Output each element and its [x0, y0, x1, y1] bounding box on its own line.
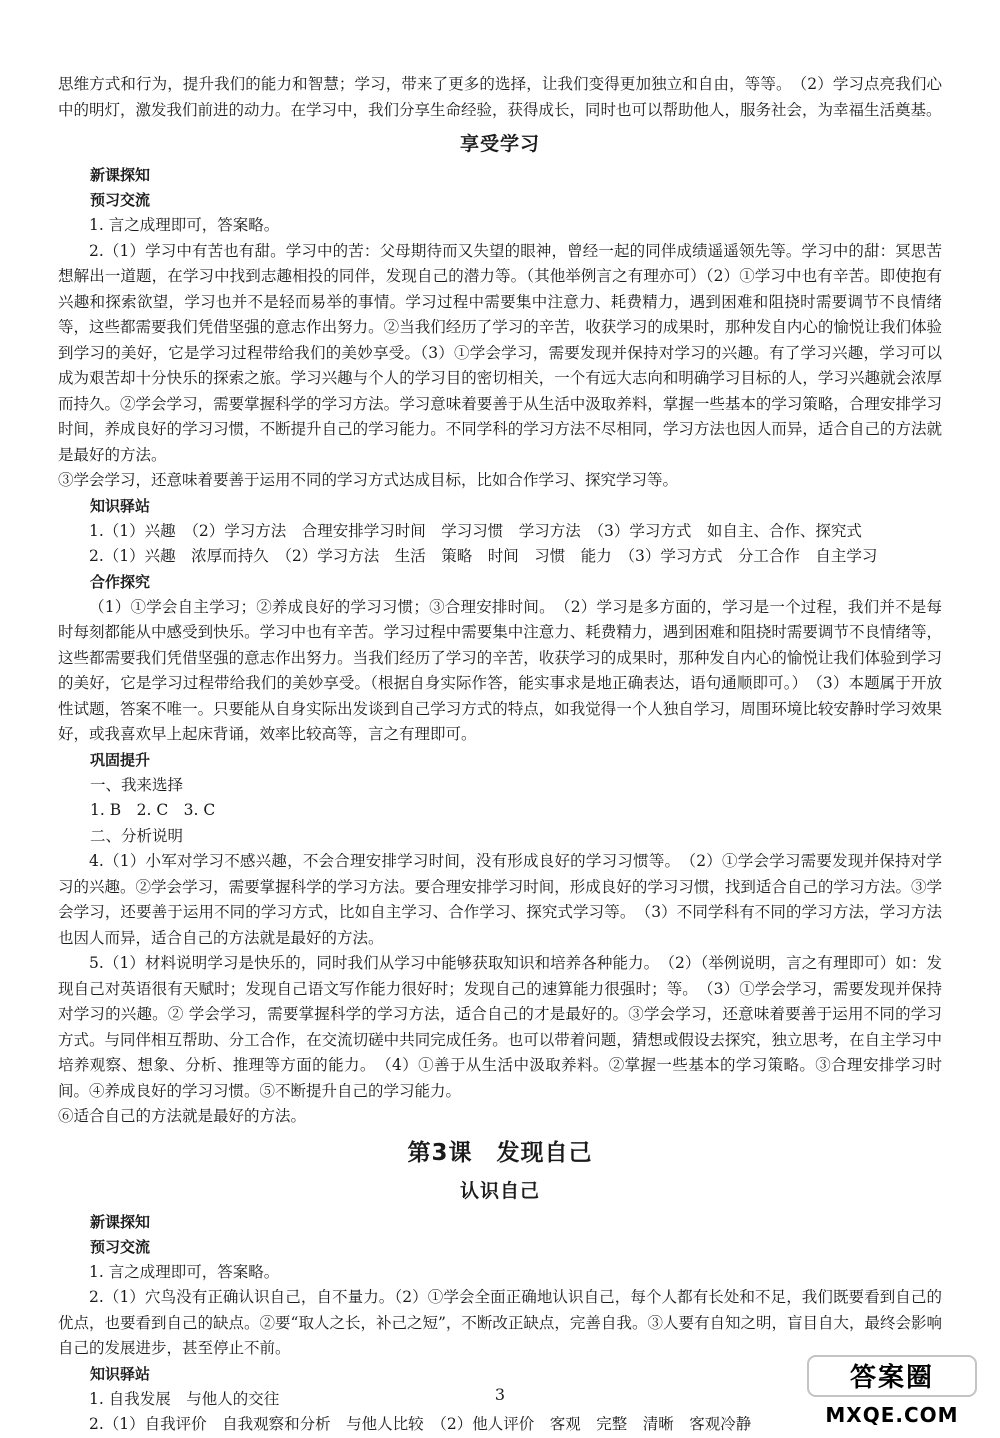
page-content [58, 72, 942, 1438]
lesson-number: 第3课 [407, 1139, 473, 1166]
watermark-url: MXQE.COM [825, 1403, 959, 1427]
lesson-name: 发现自己 [496, 1139, 593, 1166]
answer-paragraph: 4.（1）小军对学习不感兴趣，不会合理安排学习时间，没有形成良好的学习习惯等。 （2）①学会学习需要发现并保持对学习的兴趣。②学会学习，需要掌握科学的学习方法。要合理安排学习时间，形成良好的学习习惯，找到适合自己的学习方法。③学会学习，还要善于运用不同的学习方式，比如自主学习、合作学习、探究式学习等。 （3）不同学科有不同的学习方法，学习方法也因人而异，适合自己的方法就是最好的方法。 [58, 852, 942, 947]
answer-paragraph: ③学会学习，还意味着要善于运用不同的学习方式达成目标，比如合作学习、探究学习等。 [58, 471, 679, 489]
heading-knowledge: 知识驿站 [90, 1364, 151, 1383]
answer-paragraph: ⑥适合自己的方法就是最好的方法。 [58, 1107, 307, 1125]
heading-new-lesson: 新课探知 [90, 166, 151, 184]
subheading-analyze: 二、分析说明 [90, 826, 184, 845]
answer-paragraph: 5.（1）材料说明学习是快乐的，同时我们从学习中能够获取知识和培养各种能力。 （2）（举例说明，言之有理即可）如：发现自己对英语很有天赋时；发现自己语文写作能力很好时；发现自己的速算能力很强时；等。 （3）①学会学习，需要发现并保持对学习的兴趣。② 学会学习，需要掌握科学的学习方法，适合自己的才是最好的。③学会学习，还意味着要善于运用不同的学习方式。与同伴相互帮助、分工合作，在交流切磋中共同完成任务。也可以带着问题，猜想或假设去探究，独立思考，在自主学习中培养观察、想象、分析、推理等方面的能力。 （4）①善于从生活中汲取养料。②掌握一些基本的学习策略。③合理安排学习时间。④养成良好的学习习惯。⑤不断提升自己的学习能力。 [58, 954, 942, 1100]
answer-paragraph: （1）①学会自主学习；②养成良好的学习习惯；③合理安排时间。 （2）学习是多方面的，学习是一个过程，我们并不是每时每刻都能从中感受到快乐。学习中也有辛苦。学习过程中需要集中注意力、耗费精力，遇到困难和阻挠时需要调节不良情绪等，这些都需要我们凭借坚强的意志作出努力。当我们经历了学习的辛苦，收获学习的成果时，那种发自内心的愉悦让我们体验到学习的美好，它是学习过程带给我们的美妙享受。（根据自身实际作答，能实事求是地正确表达，语句通顺即可。） （3）本题属于开放性试题，答案不唯一。只要能从自身实际出发谈到自己学习方式的特点，如我觉得一个人独自学习，周围环境比较安静时学习效果好，或我喜欢早上起床背诵，效率比较高等，言之有理即可。 [58, 597, 942, 743]
watermark-text: 答案圈 [849, 1363, 935, 1393]
watermark-logo [802, 1352, 982, 1430]
intro-paragraph: 思维方式和行为，提升我们的能力和智慧；学习，带来了更多的选择，让我们变得更加独立和自由，等等。 （2）学习点亮我们心中的明灯，激发我们前进的动力。在学习中，我们分享生命经验，获得成长，同时也可以帮助他人，服务社会，为幸福生活奠基。 [58, 75, 942, 119]
answer-paragraph: 1.（1）兴趣 （2）学习方法 合理安排学习时间 学习习惯 学习方法 （3）学习方式 如自主、合作、探究式 [89, 521, 862, 540]
heading-cooperation: 合作探究 [90, 572, 151, 591]
heading-preview: 预习交流 [90, 191, 151, 209]
lesson-title [58, 1136, 942, 1170]
answer-paragraph: 1. 言之成理即可，答案略。 [89, 1262, 280, 1281]
watermark-graphic [802, 1352, 982, 1430]
section-title: 认识自己 [459, 1179, 540, 1202]
heading-consolidate: 巩固提升 [90, 750, 151, 769]
answer-paragraph: 2.（1）穴鸟没有正确认识自己，自不量力。（2）①学会全面正确地认识自己，每个人都有长处和不足，我们既要看到自己的优点，也要看到自己的缺点。②要“取人之长，补己之短”，不断改正缺点，完善自我。③人要有自知之明，盲目自大，最终会影响自己的发展进步，甚至停止不前。 [58, 1288, 942, 1357]
answer-paragraph: 2.（1）自我评价 自我观察和分析 与他人比较 （2）他人评价 客观 完整 清晰 客观冷静 [89, 1415, 752, 1433]
section-title: 享受学习 [459, 133, 540, 155]
answer-paragraph: 2.（1）兴趣 浓厚而持久 （2）学习方法 生活 策略 时间 习惯 能力 （3）学习方式 分工合作 自主学习 [89, 547, 878, 565]
heading-knowledge: 知识驿站 [90, 496, 151, 515]
answer-paragraph: 1. 言之成理即可，答案略。 [89, 216, 280, 234]
choice-answers: 1. B 2. C 3. C [90, 801, 216, 819]
page-number: 3 [494, 1385, 506, 1404]
subheading-choose: 一、我来选择 [90, 775, 184, 794]
answer-paragraph: 2.（1）学习中有苦也有甜。学习中的苦：父母期待而又失望的眼神，曾经一起的同伴成绩遥遥领先等。学习中的甜：冥思苦想解出一道题，在学习中找到志趣相投的同伴，发现自己的潜力等。（其他举例言之有理亦可）（2）①学习中也有辛苦。即使抱有兴趣和探索欲望，学习也并不是轻而易举的事情。学习过程中需要集中注意力、耗费精力，遇到困难和阻挠时需要调节不良情绪等，这些都需要我们凭借坚强的意志作出努力。②当我们经历了学习的辛苦，收获学习的成果时，那种发自内心的愉悦让我们体验到学习的美好，它是学习过程带给我们的美妙享受。（3）①学会学习，需要发现并保持对学习的兴趣。有了学习兴趣，学习可以成为艰苦却十分快乐的探索之旅。学习兴趣与个人的学习目的密切相关，一个有远大志向和明确学习目标的人，学习兴趣就会浓厚而持久。②学会学习，需要掌握科学的学习方法。学习意味着要善于从生活中汲取养料，掌握一些基本的学习策略，合理安排学习时间，养成良好的学习习惯，不断提升自己的学习能力。不同学科的学习方法不尽相同，学习方法也因人而异，适合自己的方法就是最好的方法。 [58, 241, 942, 464]
heading-new-lesson: 新课探知 [90, 1212, 151, 1231]
heading-preview: 预习交流 [90, 1237, 151, 1256]
answer-paragraph: 1. 自我发展 与他人的交往 [89, 1389, 280, 1408]
